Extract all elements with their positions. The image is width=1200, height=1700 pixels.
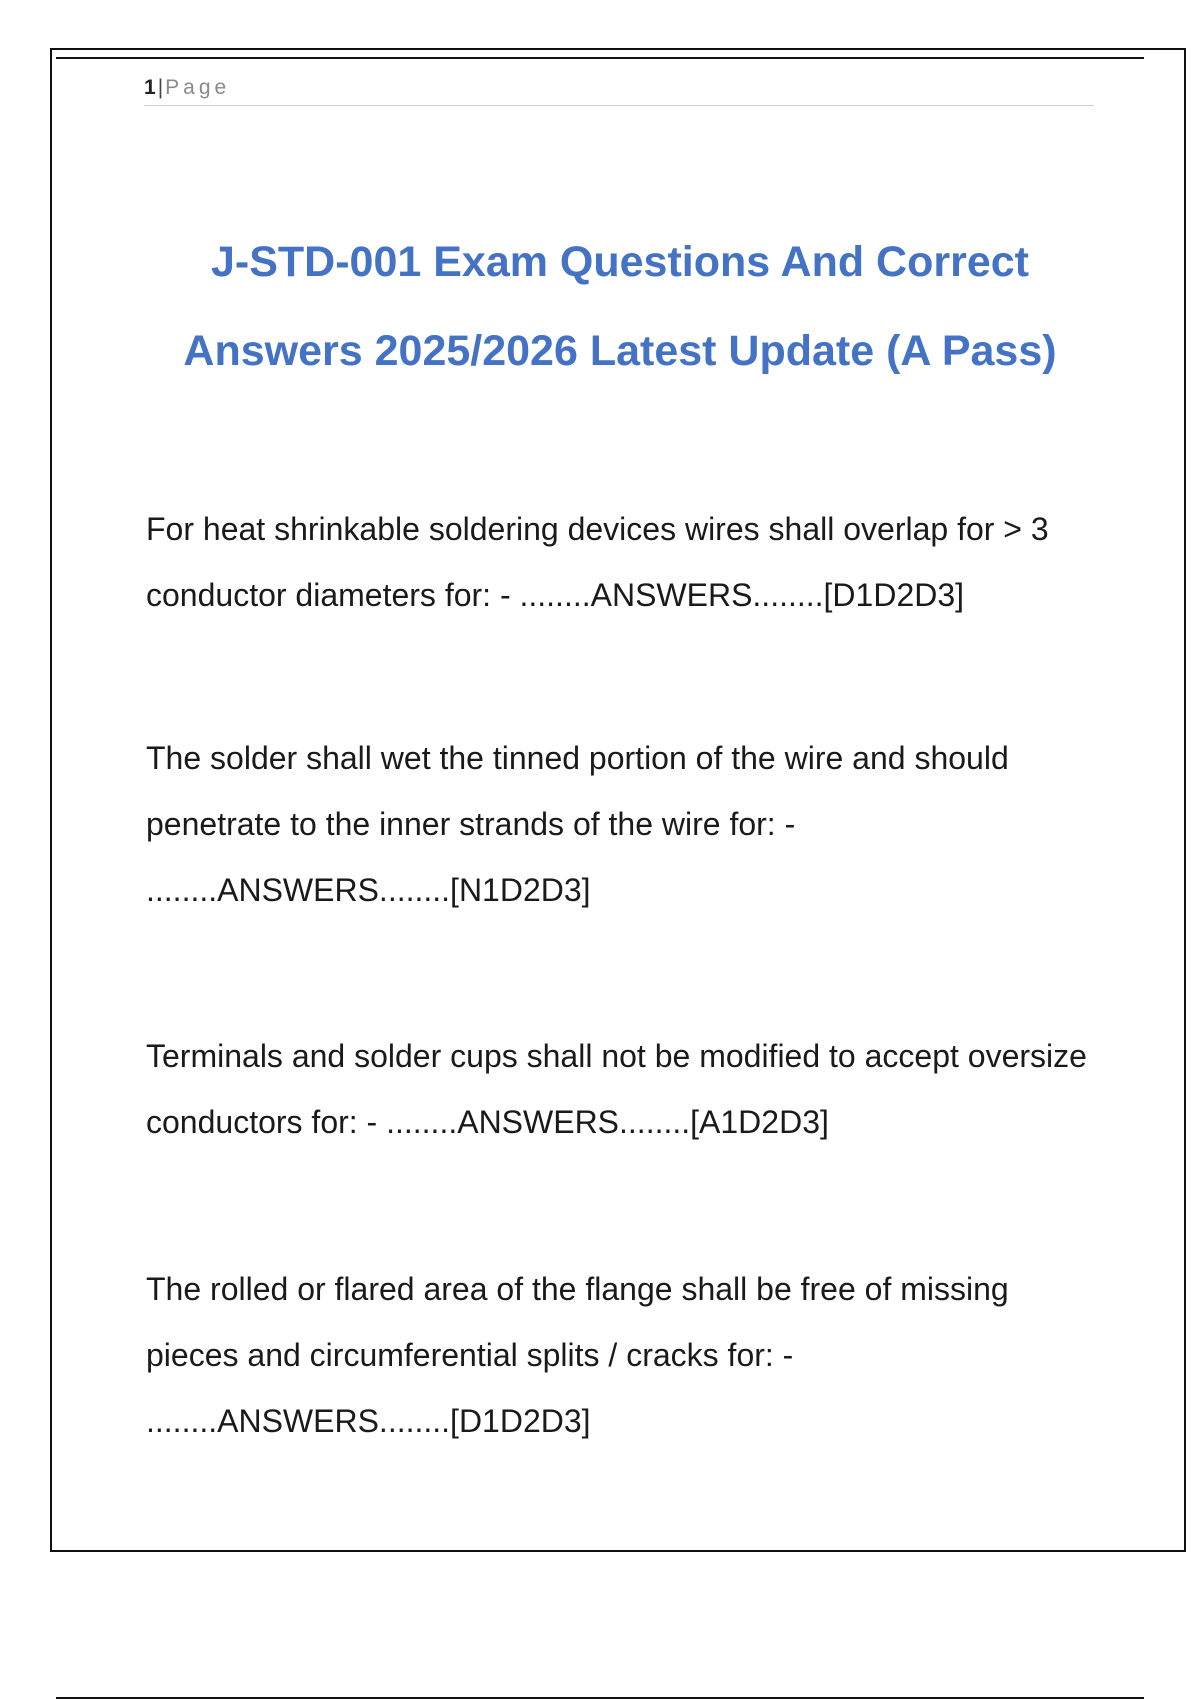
page-header — [144, 74, 1094, 106]
answer-text: ........ANSWERS........[D1D2D3] — [146, 1403, 591, 1439]
page-label: Page — [165, 76, 231, 99]
question-text: The rolled or flared area of the flange shall be free of missing pieces and circumferential splits / cracks for: - — [146, 1271, 1009, 1373]
document-title: J-STD-001 Exam Questions And Correct Answers 2025/2026 Latest Update (A Pass) — [183, 238, 1057, 375]
page-separator: | — [157, 76, 164, 99]
next-page-top-rule — [56, 1697, 1144, 1699]
answer-text: ........ANSWERS........[A1D2D3] — [386, 1104, 829, 1140]
question-text: Terminals and solder cups shall not be modified to accept oversize conductors for: - — [146, 1038, 1087, 1140]
answer-text: ........ANSWERS........[N1D2D3] — [146, 872, 591, 908]
question-block — [146, 725, 1106, 923]
answer-text: ........ANSWERS........[D1D2D3] — [519, 577, 965, 613]
page-number: 1 — [144, 76, 156, 99]
question-text: The solder shall wet the tinned portion of the wire and should penetrate to the inner strands of the wire for: - — [146, 740, 1009, 842]
question-block — [146, 496, 1106, 628]
question-block — [146, 1256, 1106, 1454]
top-rule — [56, 57, 1144, 59]
question-block — [146, 1023, 1106, 1155]
question-text: For heat shrinkable soldering devices wires shall overlap for > 3 conductor diameters for: - — [146, 511, 1049, 613]
